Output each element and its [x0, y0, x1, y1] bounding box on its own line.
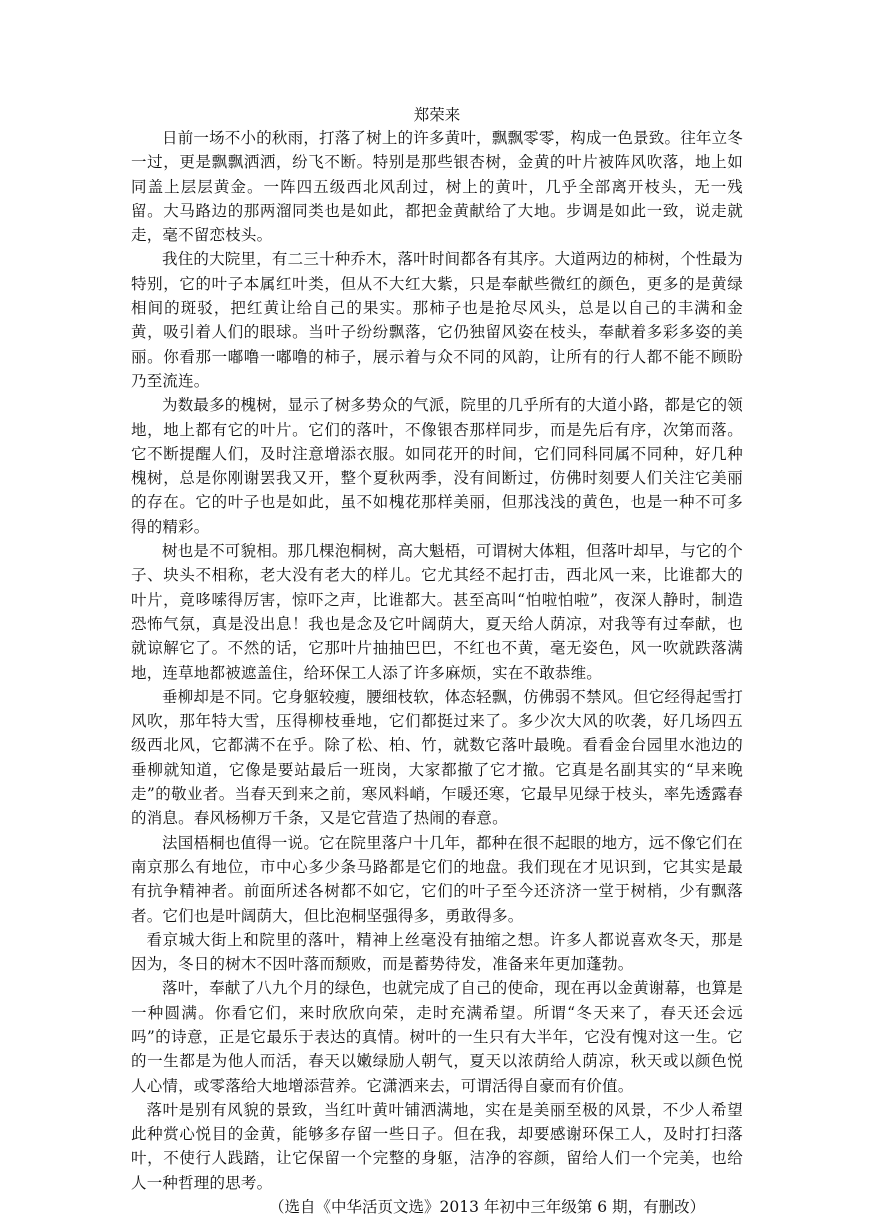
paragraph-2: 我住的大院里，有二三十种乔木，落叶时间都各有其序。大道两边的柿树，个性最为特别，它的叶子本属红叶类，但从不大红大紫，只是奉献些微红的颜色，更多的是黄绿相间的斑驳，把红黄让给自己的果实。那柿子也是抢尽风头，总是以自己的丰满和金黄，吸引着人们的眼球。当叶子纷纷飘落，它仍独留风姿在枝头，奉献着多彩多姿的美丽。你看那一嘟噜一嘟噜的柿子，展示着与众不同的风韵，让所有的行人都不能不顾盼乃至流连。 — [131, 250, 743, 390]
author-name: 郑荣来 — [413, 106, 461, 124]
paragraph-8: 落叶，奉献了八九个月的绿色，也就完成了自己的使命，现在再以金黄谢幕，也算是一种圆满。你看它们，来时欣欣向荣，走时充满希望。所谓“冬天来了，春天还会远吗”的诗意，正是它最乐于表达的真情。树叶的一生只有大半年，它没有愧对这一生。它的一生都是为他人而活，春天以嫩绿励人朝气，夏天以浓荫给人荫凉，秋天或以颜色悦人心情，或零落给大地增添营养。它潇洒来去，可谓活得自豪而有价值。 — [131, 979, 743, 1095]
paragraph-9: 落叶是别有风貌的景致，当红叶黄叶铺洒满地，实在是美丽至极的风景，不少人希望此种赏心悦目的金黄，能够多存留一些日子。但在我，却要感谢环保工人，及时打扫落叶，不使行人践踏，让它保留一个完整的身躯，洁净的容颜，留给人们一个完美，也给人一种哲理的思考。 — [131, 1100, 743, 1192]
paragraph-7: 看京城大街上和院里的落叶，精神上丝毫没有抽缩之想。许多人都说喜欢冬天，那是因为，冬日的树木不因叶落而颓败，而是蓄势待发，准备来年更加蓬勃。 — [131, 930, 743, 974]
article — [131, 104, 743, 1219]
paragraph-6: 法国梧桐也值得一说。它在院里落户十几年，都种在很不起眼的地方，远不像它们在南京那么有地位，市中心多少条马路都是它们的地盘。我们现在才见识到，它其实是最有抗争精神者。前面所述各树都不如它，它们的叶子至今还济济一堂于树梢，少有飘落者。它们也是叶阔荫大，但比泡桐坚强得多，勇敢得多。 — [131, 833, 743, 925]
paragraph-1: 日前一场不小的秋雨，打落了树上的许多黄叶，飘飘零零，构成一色景致。往年立冬一过，更是飘飘洒洒，纷飞不断。特别是那些银杏树，金黄的叶片被阵风吹落，地上如同盖上层层黄金。一阵四五级西北风刮过，树上的黄叶，几乎全部离开枝头，无一残留。大马路边的那两溜同类也是如此，都把金黄献给了大地。步调是如此一致，说走就走，毫不留恋枝头。 — [131, 129, 743, 245]
source-citation: （选自《中华活页文选》2013 年初中三年级第 6 期，有删改） — [269, 1198, 706, 1217]
paragraph-3: 为数最多的槐树，显示了树多势众的气派，院里的几乎所有的大道小路，都是它的领地，地上都有它的叶片。它们的落叶，不像银杏那样同步，而是先后有序，次第而落。它不断提醒人们，及时注意增添衣服。如同花开的时间，它们同科同属不同种，好几种槐树，总是你刚谢罢我又开，整个夏秋两季，没有间断过，仿佛时刻要人们关注它美丽的存在。它的叶子也是如此，虽不如槐花那样美丽，但那浅浅的黄色，也是一种不可多得的精彩。 — [131, 396, 743, 536]
paragraph-5: 垂柳却是不同。它身躯较瘦，腰细枝软，体态轻飘，仿佛弱不禁风。但它经得起雪打风吹，那年特大雪，压得柳枝垂地，它们都挺过来了。多少次大风的吹袭，好几场四五级西北风，它都满不在乎。除了松、柏、竹，就数它落叶最晚。看看金台园里水池边的垂柳就知道，它像是要站最后一班岗，大家都撤了它才撤。它真是名副其实的“早来晚走”的敬业者。当春天到来之前，寒风料峭，乍暖还寒，它最早见绿于枝头，率先透露春的消息。春风杨柳万千条，又是它营造了热闹的春意。 — [131, 687, 743, 828]
paragraph-4: 树也是不可貌相。那几棵泡桐树，高大魁梧，可谓树大体粗，但落叶却早，与它的个子、块头不相称，老大没有老大的样儿。它尤其经不起打击，西北风一来，比谁都大的叶片，竟哆嗦得厉害，惊吓之声，比谁都大。甚至高叫“怕啦怕啦”，夜深人静时，制造恐怖气氛，真是没出息！我也是念及它叶阔荫大，夏天给人荫凉，对我等有过奉献，也就谅解它了。不然的话，它那叶片抽抽巴巴，不红也不黄，毫无姿色，风一吹就跌落满地，连草地都被遮盖住，给环保工人添了许多麻烦，实在不敢恭维。 — [131, 542, 743, 682]
